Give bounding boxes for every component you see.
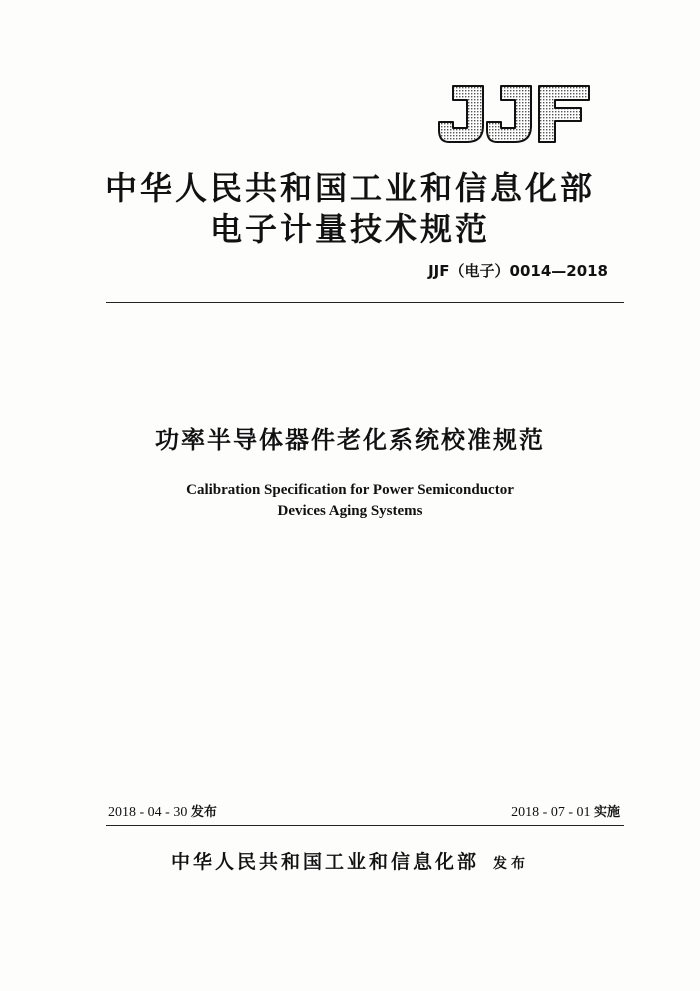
series-title: 电子计量技术规范 bbox=[209, 210, 490, 248]
publisher-suffix: 发布 bbox=[493, 856, 529, 872]
implementation-date bbox=[511, 804, 620, 822]
chinese-title: 功率半导体器件老化系统校准规范 bbox=[155, 426, 545, 454]
jjf-logo bbox=[435, 78, 595, 150]
logo-letters bbox=[439, 86, 589, 142]
publisher-name: 中华人民共和国工业和信息化部 bbox=[170, 851, 479, 873]
publisher bbox=[0, 850, 700, 876]
top-divider bbox=[106, 302, 624, 303]
issue-date-value: 2018 - 04 - 30 bbox=[108, 805, 188, 820]
ministry-title: 中华人民共和国工业和信息化部 bbox=[104, 169, 595, 207]
implementation-date-value: 2018 - 07 - 01 bbox=[511, 805, 591, 820]
logo-text: JJF bbox=[435, 78, 437, 79]
standard-number: JJF（电子）0014—2018 bbox=[428, 262, 608, 280]
bottom-divider bbox=[106, 825, 624, 826]
english-title-line-2: Devices Aging Systems bbox=[277, 503, 423, 519]
english-title bbox=[0, 480, 700, 522]
issue-date bbox=[108, 804, 217, 822]
issue-label: 发布 bbox=[190, 805, 217, 820]
english-title-line-1: Calibration Specification for Power Semiconductor bbox=[186, 482, 514, 498]
implementation-label: 实施 bbox=[593, 805, 620, 820]
